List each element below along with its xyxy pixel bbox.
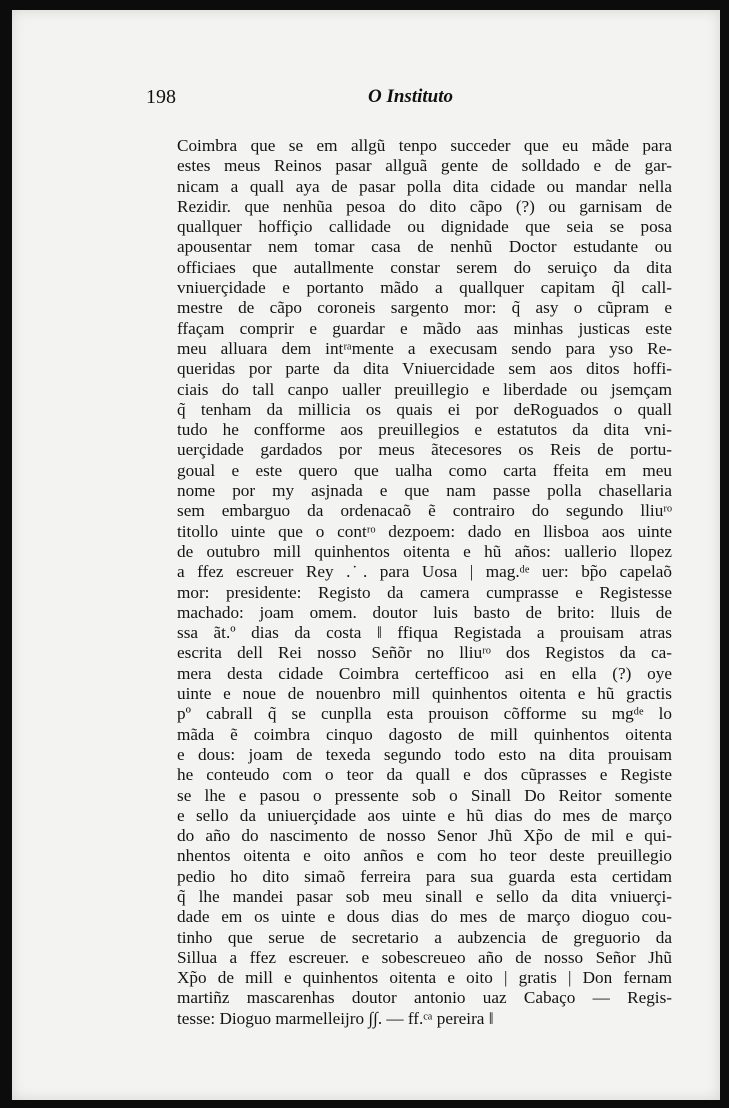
- text-line: officiaes que autallmente constar serem do seruiço da dita: [177, 257, 672, 277]
- text-line: q̃ lhe mandei pasar sob meu sinall e sello da dita vniuerçi-: [177, 886, 672, 906]
- page-number: 198: [146, 86, 176, 108]
- text-line: martiñz mascarenhas doutor antonio uaz Cabaço — Regis-: [177, 988, 672, 1008]
- text-line: nhentos oitenta e oito anños e com ho teor deste preuillegio: [177, 846, 672, 866]
- text-line: tudo he confforme aos preuillegios e estatutos da dita vni-: [177, 420, 672, 440]
- text-line: uerçidade gardados por meus ãtecesores os Reis de portu-: [177, 440, 672, 460]
- text-line: mera desta cidade Coimbra certefficoo asi en ella (?) oye: [177, 663, 672, 683]
- text-line: tesse: Dioguo marmelleijro ∫∫. — ff.ᶜᵃ pereira ‖: [177, 1008, 494, 1028]
- text-line: meu alluara dem intʳᵃmente a execusam sendo para yso Re-: [177, 338, 672, 358]
- text-line: e sello da uniuerçidade aos uinte e hũ dias do mes de março: [177, 805, 672, 825]
- text-line: escrita dell Rei nosso Señõr no lliuʳᵒ dos Registos da ca-: [177, 643, 672, 663]
- text-line: titollo uinte que o contʳᵒ dezpoem: dado en llisboa aos uinte: [177, 521, 672, 541]
- text-line: vniuerçidade e portanto mãdo a quallquer capitam q̃l call-: [177, 278, 672, 298]
- text-line: mestre de cãpo coroneis sargento mor: q̃ asy o cũpram e: [177, 298, 672, 318]
- text-line: e dous: joam de texeda segundo todo esto na dita prouisam: [177, 744, 672, 764]
- text-line: uinte e noue de nouenbro mill quinhentos oitenta e hũ gractis: [177, 684, 672, 704]
- text-line: q̃ tenham da millicia os quais ei por deRoguados o quall: [177, 399, 672, 419]
- text-line: ssa ãt.º dias da costa ‖ ffiqua Registada a prouisam atras: [177, 623, 672, 643]
- text-line: apousentar nem tomar casa de nenhũ Doctor estudante ou: [177, 237, 672, 257]
- text-line: Sillua a ffez escreuer. e sobescreueo año de nosso Señor Jhũ: [177, 947, 672, 967]
- text-line: nicam a quall aya de pasar polla dita cidade ou mandar nella: [177, 176, 672, 196]
- text-line: mor: presidente: Registo da camera cumprasse e Registesse: [177, 582, 672, 602]
- text-line: ciais do tall canpo ualler preuillegio e liberdade ou jsemçam: [177, 379, 672, 399]
- text-line: de outubro mill quinhentos oitenta e hũ años: uallerio llopez: [177, 541, 672, 561]
- text-line: goual e este quero que ualha como carta ffeita em meu: [177, 460, 672, 480]
- running-title: O Instituto: [368, 86, 454, 107]
- text-line: quallquer hoffiçio callidade ou dignidade que seia se posa: [177, 217, 672, 237]
- text-line: ffaçam comprir e guardar e mãdo aas minhas justicas este: [177, 318, 672, 338]
- text-line: estes meus Reinos pasar allguã gente de solldado e de gar-: [177, 156, 672, 176]
- text-line: Rezidir. que nenhũa pesoa do dito cãpo (?) ou garnisam de: [177, 196, 672, 216]
- text-line: nome por my asjnada e que nam passe polla chasellaria: [177, 481, 672, 501]
- text-line: he conteudo com o teor da quall e dos cũprasses e Registe: [177, 765, 672, 785]
- text-line: tinho que serue de secretario a aubzencia de greguorio da: [177, 927, 672, 947]
- text-line: dade em os uinte e dous dias do mes de março dioguo cou-: [177, 907, 672, 927]
- text-line: queridas por parte da dita Vniuercidade sem aos ditos hoffi-: [177, 359, 672, 379]
- text-line: sem embarguo da ordenacaõ ẽ contrairo do segundo lliuʳᵒ: [177, 501, 672, 521]
- text-line: Xp̃o de mill e quinhentos oitenta e oito | gratis | Don fernam: [177, 968, 672, 988]
- body-text: [177, 136, 672, 1029]
- text-line: Coimbra que se em allgũ tenpo succeder que eu mãde para: [177, 136, 672, 155]
- document-page: [12, 10, 720, 1100]
- text-line: se lhe e pasou o pressente sob o Sinall Do Reitor somente: [177, 785, 672, 805]
- text-line: mãda ẽ coimbra cinquo dagosto de mill quinhentos oitenta: [177, 724, 672, 744]
- text-line: pedio ho dito simaõ ferreira para sua guarda esta certidam: [177, 866, 672, 886]
- text-line: a ffez escreuer Rey . ̇. para Uosa | mag.ᵈᵉ uer: bp̃o capelaõ: [177, 562, 672, 582]
- text-line: pº cabrall q̃ se cunplla esta prouison cõfforme su mgᵈᵉ lo: [177, 704, 672, 724]
- text-line: machado: joam omem. doutor luis basto de brito: lluis de: [177, 602, 672, 622]
- running-head: [12, 86, 720, 114]
- text-line: do año do nascimento de nosso Senor Jhũ Xp̃o de mil e qui-: [177, 826, 672, 846]
